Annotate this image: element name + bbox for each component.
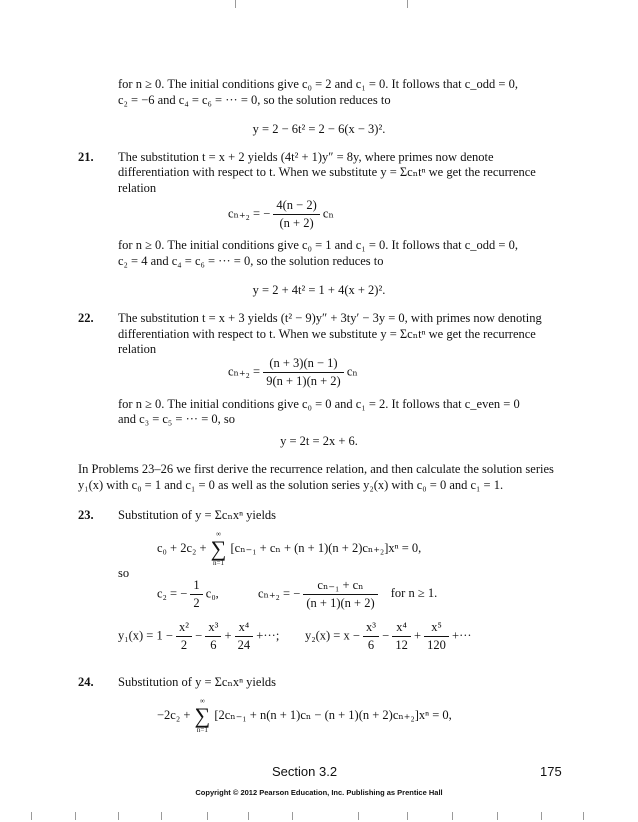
sigma-glyph: ∑: [210, 536, 227, 561]
problem-21-after-2: c₂ = 4 and c₄ = c₆ = ··· = 0, so the solution reduces to: [118, 254, 384, 268]
footer-page-number: 175: [540, 764, 562, 779]
crop-mark: [248, 812, 249, 820]
problem-22-intro-1: The substitution t = x + 3 yields (t² − 9)y″ + 3ty′ − 3y = 0, with primes now denoting: [118, 311, 542, 325]
fraction-denominator: 6: [367, 638, 375, 652]
fraction-numerator: cₙ₋₁ + cₙ: [303, 578, 377, 595]
fraction-numerator: 4(n − 2): [273, 198, 319, 215]
problem-24-intro: Substitution of y = Σcₙxⁿ yields: [118, 675, 277, 689]
y2-lhs: y₂(x) = x −: [305, 628, 360, 643]
continuation-solution: y = 2 − 6t² = 2 − 6(x − 3)².: [252, 122, 386, 136]
crop-mark: [407, 812, 408, 820]
problem-23-c2: [157, 578, 219, 611]
recurrence-fraction: [273, 198, 319, 231]
fraction-numerator: 1: [190, 578, 202, 595]
fraction-numerator: x⁴: [235, 620, 254, 637]
y1-term-1: [176, 620, 192, 653]
crop-mark: [31, 812, 32, 820]
problem-21-intro-2: differentiation with respect to t. When we substitute y = Σcₙtⁿ we get the recurrence: [118, 165, 536, 179]
recurrence-lhs: cₙ₊₂ = −: [228, 206, 271, 221]
crop-mark: [118, 812, 119, 820]
fraction-denominator: 24: [237, 638, 251, 652]
fraction-numerator: x³: [205, 620, 221, 637]
sum-lower-limit: n=1: [196, 726, 208, 734]
y1-operator-2: +: [224, 628, 232, 643]
problem-21-recurrence: [228, 198, 334, 231]
problem-22-solution: y = 2t = 2x + 6.: [280, 434, 358, 448]
sigma-glyph: ∑: [194, 703, 211, 728]
problem-23-so: so: [118, 566, 130, 580]
y1-term-2: [205, 620, 221, 653]
problem-22-recurrence: [228, 356, 358, 389]
y2-tail: +···: [452, 628, 472, 643]
crop-mark: [358, 812, 359, 820]
y2-term-1: [363, 620, 379, 653]
fraction-numerator: x²: [176, 620, 192, 637]
crop-mark: [583, 812, 584, 820]
series-body: [cₙ₋₁ + cₙ + (n + 1)(n + 2)cₙ₊₂]xⁿ = 0,: [230, 540, 422, 555]
crop-mark: [161, 812, 162, 820]
series-head: c₀ + 2c₂ +: [157, 540, 207, 555]
fraction-denominator: 6: [210, 638, 217, 652]
problem-24-series: [157, 697, 452, 735]
interlude-line-1: In Problems 23–26 we first derive the recurrence relation, and then calculate the solution series: [78, 462, 554, 476]
problem-21-number: 21.: [78, 150, 94, 164]
fraction-denominator: 12: [395, 638, 408, 652]
fraction-numerator: x³: [363, 620, 379, 637]
problem-23-recurrence: [258, 578, 437, 611]
problem-23-intro: Substitution of y = Σcₙxⁿ yields: [118, 508, 277, 522]
recurrence-condition: for n ≥ 1.: [390, 586, 438, 601]
fraction-denominator: 2: [180, 638, 188, 652]
crop-mark: [452, 812, 453, 820]
continuation-line-1: for n ≥ 0. The initial conditions give c₀ = 2 and c₁ = 0. It follows that c_odd = 0,: [118, 77, 518, 91]
footer-section: Section 3.2: [272, 764, 338, 779]
summation-sign: [195, 697, 211, 735]
recurrence-lhs: cₙ₊₂ = −: [258, 586, 301, 601]
problem-22-number: 22.: [78, 311, 94, 325]
sum-upper-limit: ∞: [216, 530, 222, 538]
fraction-denominator: 2: [193, 596, 200, 610]
crop-mark: [497, 812, 498, 820]
problem-23-y1: [118, 620, 279, 653]
footer-copyright: Copyright © 2012 Pearson Education, Inc. Publishing as Prentice Hall: [195, 788, 443, 797]
y2-operator-1: −: [382, 628, 390, 643]
problem-21-intro-3: relation: [118, 181, 157, 195]
sum-upper-limit: ∞: [199, 697, 205, 705]
crop-mark: [235, 0, 236, 8]
y2-term-2: [392, 620, 411, 653]
recurrence-fraction: [303, 578, 377, 611]
crop-mark: [292, 812, 293, 820]
problem-22-intro-2: differentiation with respect to t. When we substitute y = Σcₙtⁿ we get the recurrence: [118, 327, 536, 341]
recurrence-fraction: [263, 356, 344, 389]
problem-21-intro-1: The substitution t = x + 2 yields (4t² + 1)y″ = 8y, where primes now denote: [118, 150, 494, 164]
series-head: −2c₂ +: [157, 707, 191, 722]
recurrence-lhs: cₙ₊₂ =: [228, 364, 261, 379]
problem-23-number: 23.: [78, 508, 94, 522]
crop-mark: [75, 812, 76, 820]
c2-tail: c₀,: [205, 586, 219, 601]
fraction-denominator: (n + 2): [279, 216, 314, 230]
fraction-denominator: 120: [427, 638, 446, 652]
recurrence-tail: cₙ: [322, 206, 334, 221]
y1-tail: +···;: [256, 628, 280, 643]
series-body: [2cₙ₋₁ + n(n + 1)cₙ − (n + 1)(n + 2)cₙ₊₂]xⁿ = 0,: [214, 707, 452, 722]
y1-term-3: [235, 620, 254, 653]
y1-lhs: y₁(x) = 1 −: [118, 628, 173, 643]
c2-lhs: c₂ = −: [157, 586, 188, 601]
recurrence-tail: cₙ: [346, 364, 358, 379]
fraction-denominator: 9(n + 1)(n + 2): [266, 374, 341, 388]
summation-sign: [211, 530, 227, 568]
fraction-numerator: x⁵: [424, 620, 449, 637]
fraction-numerator: x⁴: [392, 620, 411, 637]
problem-23-y2: [305, 620, 472, 653]
crop-mark: [207, 812, 208, 820]
fraction-denominator: (n + 1)(n + 2): [306, 596, 375, 610]
sum-lower-limit: n=1: [213, 559, 224, 567]
crop-mark: [407, 0, 408, 8]
continuation-line-2: c₂ = −6 and c₄ = c₆ = ··· = 0, so the solution reduces to: [118, 93, 391, 107]
y2-operator-2: +: [413, 628, 422, 643]
interlude-line-2: y₁(x) with c₀ = 1 and c₁ = 0 as well as the solution series y₂(x) with c₀ = 0 and c₁ = 1.: [78, 478, 504, 492]
problem-21-after-1: for n ≥ 0. The initial conditions give c₀ = 1 and c₁ = 0. It follows that c_odd = 0,: [118, 238, 518, 252]
fraction-numerator: (n + 3)(n − 1): [263, 356, 344, 373]
crop-mark: [541, 812, 542, 820]
problem-22-after-2: and c₃ = c₅ = ··· = 0, so: [118, 412, 235, 426]
problem-23-series: [157, 530, 421, 568]
problem-21-solution: y = 2 + 4t² = 1 + 4(x + 2)².: [252, 283, 386, 297]
y2-term-3: [424, 620, 449, 653]
problem-22-after-1: for n ≥ 0. The initial conditions give c₀ = 0 and c₁ = 2. It follows that c_even = 0: [118, 397, 520, 411]
c2-fraction: [190, 578, 202, 611]
problem-22-intro-3: relation: [118, 342, 157, 356]
problem-24-number: 24.: [78, 675, 94, 689]
y1-operator-1: −: [195, 628, 203, 643]
